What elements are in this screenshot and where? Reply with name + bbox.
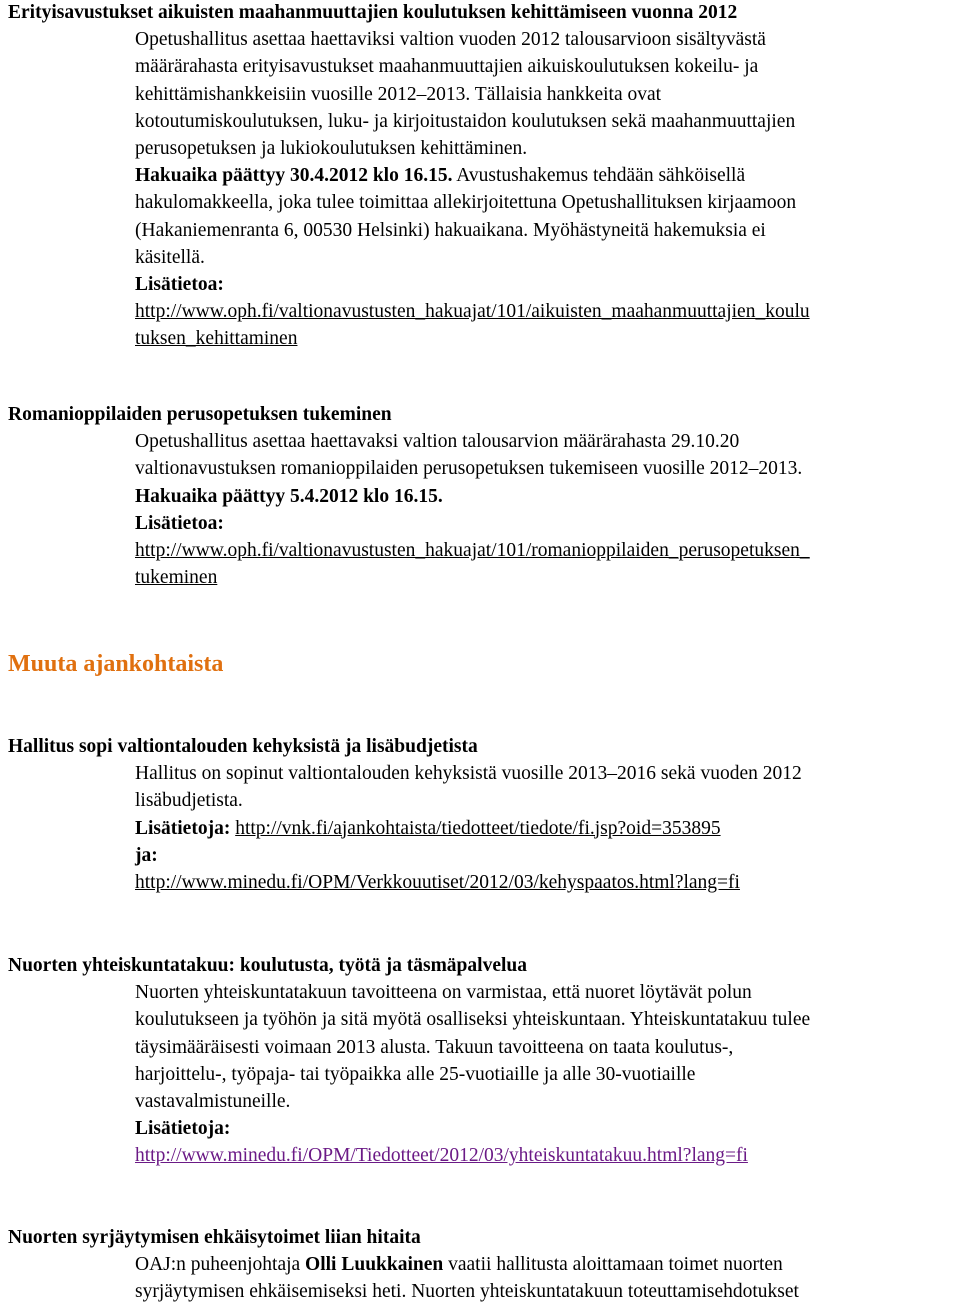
paragraph-text: OAJ:n puheenjohtaja bbox=[135, 1254, 306, 1276]
paragraph-text: vaatii hallitusta aloittamaan toimet nuorten bbox=[443, 1254, 783, 1276]
person-name: Olli Luukkainen bbox=[305, 1254, 444, 1276]
link-youth-guarantee[interactable]: http://www.minedu.fi/OPM/Tiedotteet/2012/03/yhteiskuntatakuu.html?lang=fi bbox=[135, 1145, 748, 1167]
link-adult-immigrant-grant[interactable]: http://www.oph.fi/valtionavustusten_hakuajat/101/aikuisten_maahanmuuttajien_koulu bbox=[135, 301, 810, 323]
paragraph-line: käsitellä. bbox=[135, 246, 205, 268]
deadline-text: Hakuaika päättyy 5.4.2012 klo 16.15. bbox=[135, 485, 443, 507]
section-roma-pupils bbox=[0, 401, 960, 591]
paragraph-line bbox=[135, 1251, 956, 1278]
paragraph-line: vastavalmistuneille. bbox=[135, 1091, 291, 1113]
section-title-current-news: Muuta ajankohtaista bbox=[8, 651, 224, 677]
section-youth-guarantee bbox=[0, 952, 960, 1170]
and-label: ja: bbox=[135, 844, 158, 866]
link-roma-grant-cont[interactable]: tukeminen bbox=[135, 567, 218, 589]
paragraph-line: lisäbudjetista. bbox=[135, 790, 243, 812]
paragraph-line: harjoittelu-, työpaja- tai työpaikka alle 25-vuotiaille ja alle 30-vuotiaille bbox=[135, 1063, 696, 1085]
info-label: Lisätietoja: bbox=[135, 817, 231, 839]
info-label: Lisätietoa: bbox=[135, 274, 224, 296]
link-vnk-press-release[interactable]: http://vnk.fi/ajankohtaista/tiedotteet/tiedote/fi.jsp?oid=353895 bbox=[235, 817, 721, 839]
link-minedu-framework[interactable]: http://www.minedu.fi/OPM/Verkkouutiset/2012/03/kehyspaatos.html?lang=fi bbox=[135, 872, 740, 894]
section-government-budget bbox=[0, 733, 960, 896]
paragraph-line: määrärahasta erityisavustukset maahanmuuttajien aikuiskoulutuksen kokeilu- ja bbox=[135, 56, 759, 78]
deadline-text: Hakuaika päättyy 30.4.2012 klo 16.15. bbox=[135, 165, 453, 187]
paragraph-line: perusopetuksen ja lukiokoulutuksen kehittäminen. bbox=[135, 138, 528, 160]
paragraph-line: kotoutumiskoulutuksen, luku- ja kirjoitustaidon koulutuksen sekä maahanmuuttajien bbox=[135, 110, 796, 132]
paragraph-line: hakulomakkeella, joka tulee toimittaa allekirjoitettuna Opetushallituksen kirjaamoon bbox=[135, 192, 797, 214]
paragraph-line: koulutukseen ja työhön ja sitä myötä osalliseksi yhteiskuntaan. Yhteiskuntatakuu tulee bbox=[135, 1009, 811, 1031]
paragraph-line: Nuorten yhteiskuntatakuun tavoitteena on varmistaa, että nuoret löytävät polun bbox=[135, 982, 752, 1004]
heading-government-budget: Hallitus sopi valtiontalouden kehyksistä ja lisäbudjetista bbox=[8, 736, 478, 757]
section-adult-immigrant-education bbox=[0, 0, 960, 353]
heading-adult-immigrant-education: Erityisavustukset aikuisten maahanmuuttajien koulutuksen kehittämiseen vuonna 2012 bbox=[8, 2, 738, 23]
link-adult-immigrant-grant-cont[interactable]: tuksen_kehittaminen bbox=[135, 328, 298, 350]
paragraph-line: Opetushallitus asettaa haettavaksi valtion talousarvion määrärahasta 29.10.20 bbox=[135, 431, 740, 453]
paragraph-line: Hallitus on sopinut valtiontalouden kehyksistä vuosille 2013–2016 sekä vuoden 2012 bbox=[135, 763, 802, 785]
paragraph-line: täysimääräisesti voimaan 2013 alusta. Takuun tavoitteena on taata koulutus-, bbox=[135, 1036, 734, 1058]
info-label: Lisätietoja: bbox=[135, 1118, 231, 1140]
heading-youth-exclusion: Nuorten syrjäytymisen ehkäisytoimet liian hitaita bbox=[8, 1227, 421, 1248]
paragraph-line: Opetushallitus asettaa haettaviksi valtion vuoden 2012 talousarvioon sisältyvästä bbox=[135, 29, 766, 51]
paragraph-line: kehittämishankkeisiin vuosille 2012–2013. Tällaisia hankkeita ovat bbox=[135, 83, 662, 105]
heading-roma-pupils: Romanioppilaiden perusopetuksen tukeminen bbox=[8, 404, 392, 425]
paragraph-line: (Hakaniemenranta 6, 00530 Helsinki) hakuaikana. Myöhästyneitä hakemuksia ei bbox=[135, 219, 766, 241]
paragraph-line: valtionavustuksen romanioppilaiden perusopetuksen tukemiseen vuosille 2012–2013. bbox=[135, 458, 803, 480]
heading-youth-guarantee: Nuorten yhteiskuntatakuu: koulutusta, työtä ja täsmäpalvelua bbox=[8, 955, 527, 976]
paragraph-line: syrjäytymisen ehkäisemiseksi heti. Nuorten yhteiskuntatakuun toteuttamisehdotukset bbox=[135, 1281, 799, 1303]
deadline-line bbox=[135, 162, 956, 189]
paragraph-text: Avustushakemus tehdään sähköisellä bbox=[452, 165, 746, 187]
info-label: Lisätietoa: bbox=[135, 512, 224, 534]
link-roma-grant[interactable]: http://www.oph.fi/valtionavustusten_hakuajat/101/romanioppilaiden_perusopetuksen_ bbox=[135, 540, 810, 562]
section-youth-exclusion bbox=[0, 1224, 960, 1306]
